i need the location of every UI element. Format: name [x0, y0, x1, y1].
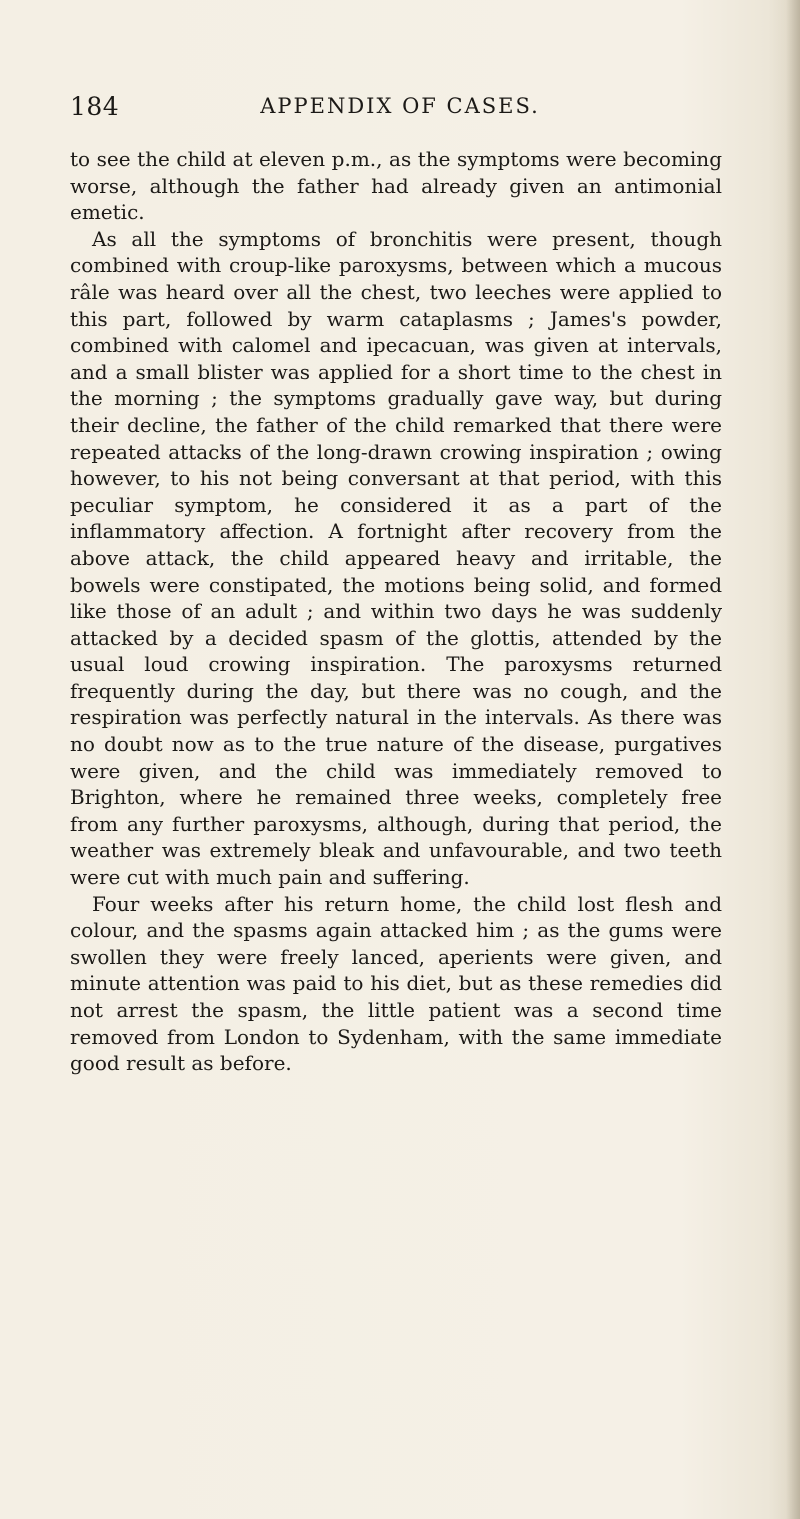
page-number: 184 [70, 92, 120, 121]
page-edge-shadow [786, 0, 800, 1519]
running-head: APPENDIX OF CASES. [260, 94, 540, 118]
body-text [70, 146, 722, 1077]
paragraph-continuation: to see the child at eleven p.m., as the symptoms were becoming worse, although the father had already given an antimonial emetic. [70, 147, 722, 225]
paragraph-bronchitis-treatment: As all the symptoms of bronchitis were present, though combined with croup-like paroxysms, between which a mucous râle was heard over all the chest, two leeches were applied to this part, followed by warm cataplasms ; James's powder, combined with calomel and ipecacuan, was given at intervals, and a small blister was applied for a short time to the chest in the morning ; the symptoms gradually gave way, but during their decline, the father of the child remarked that there were repeated attacks of the long-drawn crowing inspiration ; owing however, to his not being conversant at that period, with this peculiar symptom, he considered it as a part of the inflammatory affection. A fortnight after recovery from the above attack, the child appeared heavy and irritable, the bowels were constipated, the motions being solid, and formed like those of an adult ; and within two days he was suddenly attacked by a decided spasm of the glottis, attended by the usual loud crowing inspiration. The paroxysms returned frequently during the day, but there was no cough, and the respiration was perfectly natural in the intervals. As there was no doubt now as to the true nature of the disease, purgatives were given, and the child was immediately removed to Brighton, where he remained three weeks, completely free from any further paroxysms, although, during that period, the weather was extremely bleak and unfavourable, and two teeth were cut with much pain and suffering. [70, 226, 722, 890]
paragraph-relapse: Four weeks after his return home, the child lost flesh and colour, and the spasms again attacked him ; as the gums were swollen they were freely lanced, aperients were given, and minute attention was paid to his diet, but as these remedies did not arrest the spasm, the little patient was a second time removed from London to Sydenham, with the same immediate good result as before. [70, 891, 722, 1076]
page-header [70, 92, 730, 128]
